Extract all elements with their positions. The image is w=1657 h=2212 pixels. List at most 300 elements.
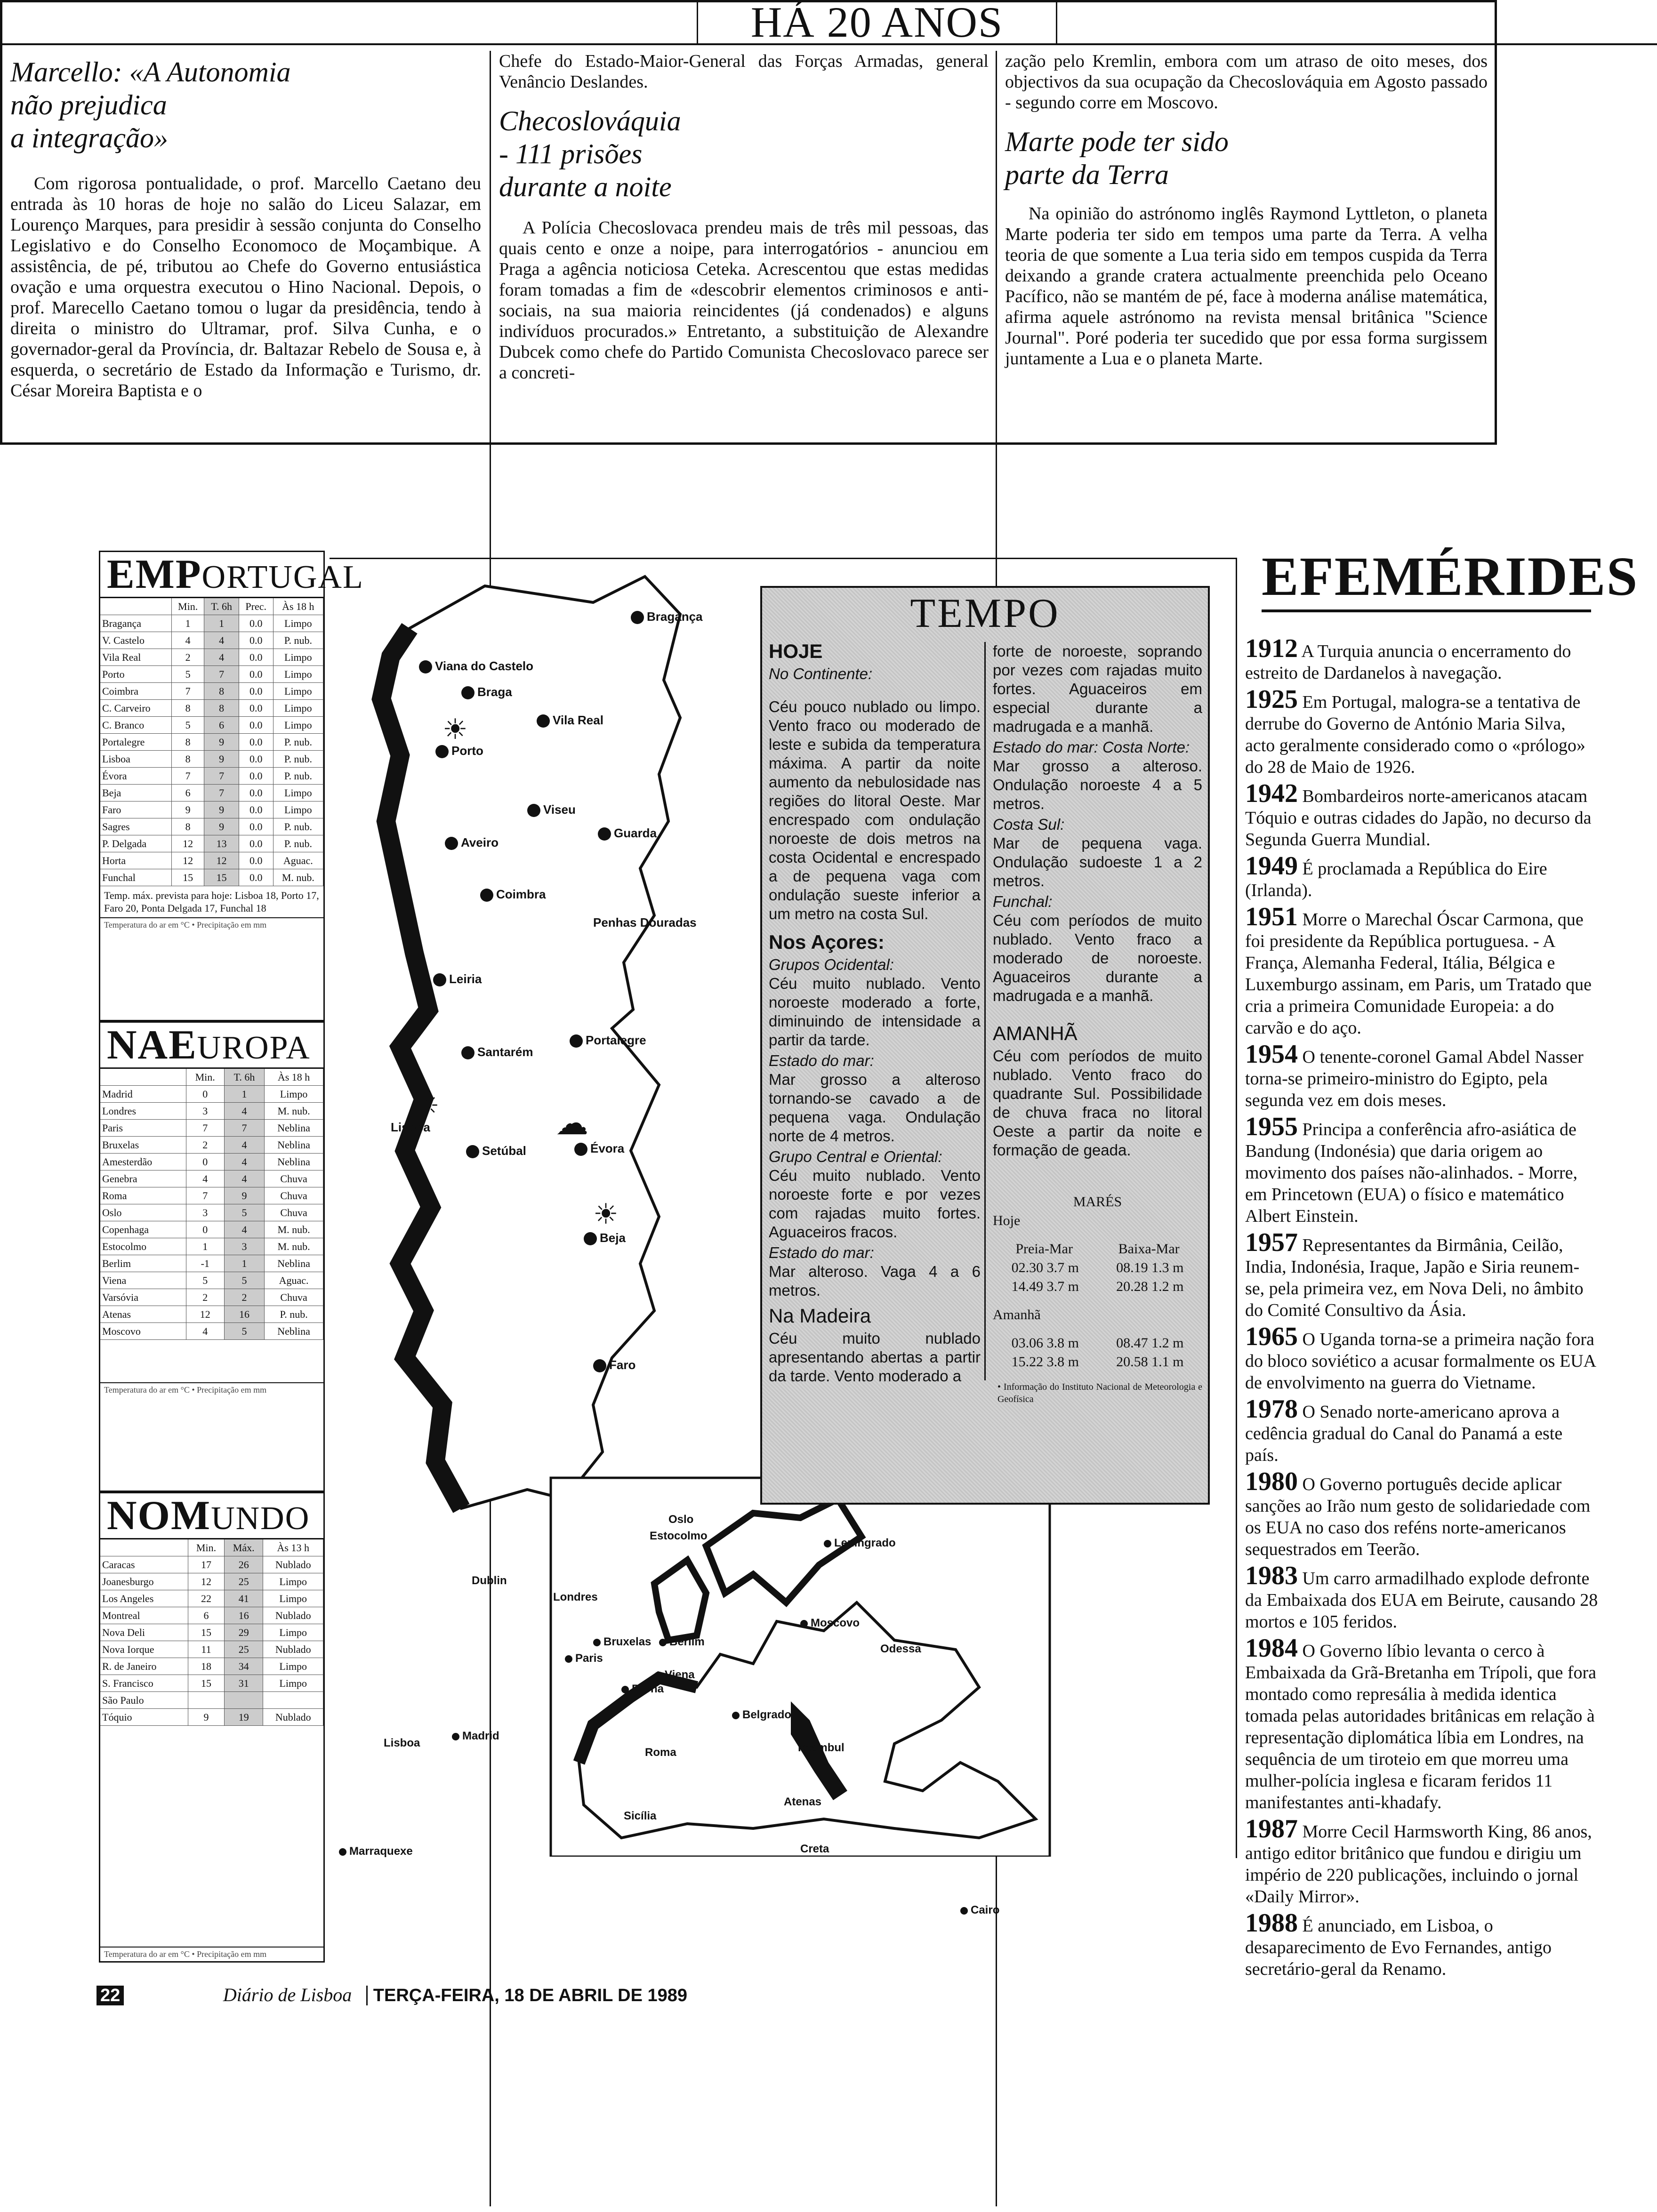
costa-norte-label: Estado do mar: Costa Norte: <box>993 738 1190 756</box>
table-row <box>100 615 323 632</box>
efemeride-text: Principa a conferência afro-asiática de Bandung (Indonésia) que daria origem ao movimento dos países não-alinhados. - Morre, em Princetown (EUA) o físico e matemático Albert Einstein. <box>1245 1120 1578 1226</box>
newspaper-name: Diário de Lisboa <box>223 1984 352 2005</box>
city-name: Funchal <box>100 869 171 886</box>
table-cell: 4 <box>224 1170 264 1187</box>
table-cell: 16 <box>224 1306 264 1323</box>
table-cell: P. nub. <box>265 1306 323 1323</box>
table-row <box>100 1590 323 1607</box>
forecast-note: Temp. máx. prevista para hoje: Lisboa 18, Porto 17, Faro 20, Ponta Delgada 17, Funchal 18 <box>104 890 319 914</box>
efemeride-item <box>1245 851 1598 901</box>
table-cell: Limpo <box>273 683 323 700</box>
table-cell: Limpo <box>273 717 323 734</box>
table-cell: 7 <box>186 1120 224 1137</box>
column-header <box>100 1539 188 1556</box>
table-cell: 2 <box>186 1289 224 1306</box>
table-cell: 3 <box>224 1238 264 1255</box>
city-dot <box>584 1232 597 1245</box>
mares-row: 03.06 3.8 m 08.47 1.2 m <box>1011 1335 1184 1351</box>
efemeride-text: É proclamada a República do Eire (Irlanda). <box>1245 859 1547 900</box>
table-cell: 13 <box>204 835 239 852</box>
city-dot <box>570 1034 583 1048</box>
table-row <box>100 1658 323 1675</box>
city-name: Copenhaga <box>100 1221 186 1238</box>
efemeride-year: 1987 <box>1245 1814 1298 1843</box>
column-header: Min. <box>188 1539 224 1556</box>
table-footer: Temperatura do ar em °C • Precipitação em mm <box>100 917 323 932</box>
table-row <box>100 785 323 801</box>
table-cell: 12 <box>171 835 204 852</box>
headline-line: Checoslováquia <box>499 105 681 136</box>
city-dot <box>480 889 493 902</box>
table-row <box>100 1607 323 1624</box>
city-name: Nova Deli <box>100 1624 188 1641</box>
acores-central-text: Céu muito nublado. Vento noroeste forte e por vezes com rajadas muito fortes. Aguaceiros fracos. <box>769 1167 981 1241</box>
title-initials: NAE <box>107 1022 197 1068</box>
table-cell: 9 <box>224 1187 264 1204</box>
table-row <box>100 869 323 886</box>
table-row <box>100 1573 323 1590</box>
efemeride-year: 1912 <box>1245 634 1298 663</box>
madeira-cont: forte de noroeste, soprando por vezes com rajadas muito fortes. Aguaceiros em especial durante a madrugada e a manhã. <box>993 642 1202 735</box>
city-dot <box>631 611 644 624</box>
table-cell: 6 <box>204 717 239 734</box>
table-cell: 11 <box>188 1641 224 1658</box>
city-name: Sagres <box>100 818 171 835</box>
table-cell: 0.0 <box>239 852 273 869</box>
article-continuation: Chefe do Estado-Maior-General das Forças Armadas, general Venâncio Deslandes. <box>499 51 989 92</box>
table-cell: Chuva <box>265 1187 323 1204</box>
table-cell: 4 <box>186 1323 224 1340</box>
city-name: Coimbra <box>100 683 171 700</box>
efemeride-year: 1957 <box>1245 1228 1298 1257</box>
table-row <box>100 835 323 852</box>
efemeride-text: Morre o Marechal Óscar Carmona, que foi presidente da República portuguesa. - A França, Alemanha Federal, Itália, Bélgica e Luxemburgo assinam, em Paris, um Tratado que cria a primeira Comunidade Europeia: a do carvão e do aço. <box>1245 910 1592 1038</box>
table-row <box>100 1709 323 1726</box>
issue-date: TERÇA-FEIRA, 18 DE ABRIL DE 1989 <box>366 1986 687 2005</box>
map-city: Odessa <box>880 1643 921 1655</box>
map-city: Oslo <box>668 1513 694 1526</box>
title-initials: NOM <box>107 1493 211 1539</box>
table-cell: 0.0 <box>239 615 273 632</box>
city-name: Amesterdão <box>100 1154 186 1170</box>
acores-mar-text: Mar grosso a alteroso tornando-se cavado a de pequena vaga. Ondulação norte de 4 metros. <box>769 1071 981 1145</box>
table-cell: 18 <box>188 1658 224 1675</box>
map-city: Viana do Castelo <box>419 659 533 673</box>
table-cell: Chuva <box>265 1289 323 1306</box>
table-footer: Temperatura do ar em °C • Precipitação em mm <box>100 1382 323 1397</box>
acores-heading: Nos Açores: <box>769 931 885 953</box>
table-cell: 5 <box>171 717 204 734</box>
map-city: Leiria <box>433 972 482 986</box>
table-row <box>100 717 323 734</box>
efemerides-title: EFEMÉRIDES <box>1262 544 1591 612</box>
sun-icon: ☀ <box>414 1090 440 1122</box>
efemeride-item <box>1245 1395 1598 1466</box>
table-row <box>100 1272 323 1289</box>
city-dot <box>461 686 475 699</box>
headline-line: a integração» <box>10 122 168 153</box>
city-dot <box>461 1046 475 1059</box>
city-name: Faro <box>100 801 171 818</box>
acores-ocidental-label: Grupos Ocidental: <box>769 956 894 973</box>
table-cell: 5 <box>171 666 204 683</box>
efemeride-text: O Governo líbio levanta o cerco à Embaixada da Grã-Bretanha em Trípoli, que fora montado como represália à medida identica tomada pelas autoridades britânicas em relação à representação diplomática líbia em Londres, na sequência de um tiroteio em que morreu uma mulher-polícia inglesa e ficaram feridos 11 manifestantes anti-khadafy. <box>1245 1641 1597 1812</box>
table-cell: M. nub. <box>265 1103 323 1120</box>
efemeride-year: 1942 <box>1245 779 1298 808</box>
continente-text: Céu pouco nublado ou limpo. Vento fraco ou moderado de leste e subida da temperatura máxima. A partir da noite aumento da nebulosidade nas regiões do litoral Oeste. Mar encrespado com ondulação noroeste de dois metros na costa Ocidental e encrespado a de pequena vaga com ondulação sueste inferior a um metro na costa Sul. <box>769 698 981 922</box>
table-cell: 7 <box>204 785 239 801</box>
column-header: Às 18 h <box>265 1069 323 1086</box>
map-city: Santarém <box>461 1045 533 1059</box>
efemeride-text: É anunciado, em Lisboa, o desaparecimento de Evo Fernandes, antigo secretário-geral da Renamo. <box>1245 1916 1552 1979</box>
table-cell: 8 <box>171 734 204 751</box>
city-dot <box>598 827 611 841</box>
table-cell <box>188 1692 224 1709</box>
article-body: A Polícia Checoslovaca prendeu mais de três mil pessoas, das quais cento e onze a noipe, para interrogatórios - anunciou em Praga a agência noticiosa Ceteka. Acrescentou que estas medidas foram tomadas a fim de «descobrir elementos criminosos e anti-sociais, na sua maioria reincidentes (já condenados) e alguns indivíduos procurados.» Entretanto, a substituição de Alexandre Dubcek como chefe do Partido Comunista Checoslovaco parece ser a concreti- <box>499 218 989 383</box>
map-city: Madrid <box>452 1730 499 1743</box>
map-city: Bragança <box>631 609 703 624</box>
table-title <box>100 1493 323 1539</box>
map-city: Viena <box>654 1668 695 1682</box>
city-dot <box>960 1907 968 1915</box>
table-cell: Limpo <box>273 700 323 717</box>
table-row <box>100 734 323 751</box>
table-cell: 0.0 <box>239 818 273 835</box>
table-cell: M. nub. <box>265 1238 323 1255</box>
map-city: Guarda <box>598 826 657 841</box>
column-header: Prec. <box>239 598 273 615</box>
map-city: Berna <box>621 1683 664 1696</box>
efemeride-text: Representantes da Birmânia, Ceilão, India, Indonésia, Iraque, Japão e Siria reunem-se, pela primeira vez, em Nova Deli, no âmbito do Comité Consultivo da Ásia. <box>1245 1235 1584 1320</box>
efemeride-item <box>1245 1561 1598 1633</box>
table-cell: Nublado <box>263 1641 323 1658</box>
table-cell: 4 <box>224 1221 264 1238</box>
table-cell <box>263 1692 323 1709</box>
table-cell: 31 <box>224 1675 263 1692</box>
table-cell: 5 <box>224 1272 264 1289</box>
city-dot <box>433 973 446 986</box>
efemeride-text: O tenente-coronel Gamal Abdel Nasser torna-se primeiro-ministro do Egipto, pela segunda vez em dois meses. <box>1245 1047 1584 1110</box>
city-name: Los Angeles <box>100 1590 188 1607</box>
table-row <box>100 1641 323 1658</box>
table-cell: 17 <box>188 1556 224 1573</box>
city-name: Varsóvia <box>100 1289 186 1306</box>
table-row <box>100 1255 323 1272</box>
table-cell: 8 <box>171 818 204 835</box>
column-header: Min. <box>171 598 204 615</box>
mares-row: 15.22 3.8 m 20.58 1.1 m <box>1011 1354 1184 1370</box>
map-city: Setúbal <box>466 1144 526 1158</box>
city-dot <box>565 1655 572 1663</box>
map-city: Istambul <box>798 1741 845 1754</box>
efemeride-item <box>1245 1634 1598 1813</box>
city-name: Bragança <box>100 615 171 632</box>
city-dot <box>537 714 550 728</box>
table-cell: 8 <box>171 751 204 768</box>
city-name: C. Branco <box>100 717 171 734</box>
efemeride-item <box>1245 1040 1598 1111</box>
city-dot <box>593 1359 606 1372</box>
city-dot <box>574 1143 587 1156</box>
efemeride-year: 1984 <box>1245 1634 1298 1663</box>
city-dot <box>339 1848 346 1856</box>
table-cell: 34 <box>224 1658 263 1675</box>
article-body: Com rigorosa pontualidade, o prof. Marcello Caetano deu entrada às 10 horas de hoje no salão do Liceu Salazar, em Lourenço Marques, para presidir à sessão conjunta do Conselho Legislativo e do Conselho Economoco de Moçambique. A assistência, de pé, tributou ao Chefe do Governo entusiástica ovação e uma orquestra executou o Hino Nacional. Depois, o prof. Marecello Caetano tomou o lugar da presidência, tendo à direita o ministro do Ultramar, prof. Silva Cunha, e o governador-geral da Província, dr. Baltazar Rebelo de Sousa e, à esquerda, o secretário de Estado da Informação e Turismo, dr. César Moreira Baptista e o <box>10 174 481 401</box>
table-row <box>100 852 323 869</box>
city-name: Genebra <box>100 1170 186 1187</box>
table-cell: Neblina <box>265 1154 323 1170</box>
table-row <box>100 632 323 649</box>
article-marte <box>1005 51 1488 369</box>
table-cell: 0 <box>186 1086 224 1103</box>
city-dot <box>659 1639 667 1646</box>
column-header: Min. <box>186 1069 224 1086</box>
table-row <box>100 818 323 835</box>
table-cell: Neblina <box>265 1255 323 1272</box>
efemeride-item <box>1245 779 1598 850</box>
table-cell: 7 <box>186 1187 224 1204</box>
costa-sul-label: Costa Sul: <box>993 816 1065 833</box>
table-cell: 7 <box>204 768 239 785</box>
column-header: Às 18 h <box>273 598 323 615</box>
column-header <box>100 598 171 615</box>
table-cell: 4 <box>186 1170 224 1187</box>
city-dot <box>654 1672 662 1679</box>
map-city: Porto <box>435 744 483 758</box>
efemeride-year: 1965 <box>1245 1322 1298 1351</box>
city-dot <box>445 837 458 850</box>
efemeride-year: 1980 <box>1245 1467 1298 1496</box>
map-city: Roma <box>645 1746 676 1759</box>
table-cell: 8 <box>171 700 204 717</box>
city-name: Portalegre <box>100 734 171 751</box>
city-name: R. de Janeiro <box>100 1658 188 1675</box>
table-row <box>100 649 323 666</box>
city-name: Oslo <box>100 1204 186 1221</box>
table-cell: 15 <box>188 1624 224 1641</box>
map-city: Paris <box>565 1652 603 1665</box>
table-cell: 15 <box>204 869 239 886</box>
table-cell: Limpo <box>273 666 323 683</box>
city-name: Beja <box>100 785 171 801</box>
city-name: Berlim <box>100 1255 186 1272</box>
table-cell: 25 <box>224 1641 263 1658</box>
table-cell: Nublado <box>263 1556 323 1573</box>
table-cell: 2 <box>224 1289 264 1306</box>
table-cell: P. nub. <box>273 835 323 852</box>
mares-hoje: Hoje <box>993 1213 1021 1228</box>
map-city: Lisboa <box>391 1120 430 1134</box>
efemeride-text: Morre Cecil Harmsworth King, 86 anos, antigo editor britânico que fundou e dirigiu um império de 220 publicações, incluindo o jornal «Daily Mirror». <box>1245 1822 1592 1907</box>
tempo-box <box>760 586 1210 1505</box>
table-cell: Neblina <box>265 1120 323 1137</box>
efemeride-text: O Uganda torna-se a primeira nação fora do bloco soviético a acusar formalmente os EUA de envolvimento na guerra do Vietname. <box>1245 1330 1595 1393</box>
table-cell: -1 <box>186 1255 224 1272</box>
title-initials: EMP <box>107 552 202 597</box>
city-name: Paris <box>100 1120 186 1137</box>
map-city: Estocolmo <box>650 1530 708 1542</box>
table-cell: 0 <box>186 1221 224 1238</box>
table-row <box>100 1323 323 1340</box>
city-name: Moscovo <box>100 1323 186 1340</box>
table-cell: P. nub. <box>273 768 323 785</box>
map-city: Moscovo <box>800 1617 860 1630</box>
headline-checoslovaquia <box>499 104 989 203</box>
city-name: C. Carveiro <box>100 700 171 717</box>
table-cell: 0.0 <box>239 734 273 751</box>
table-cell: 0 <box>186 1154 224 1170</box>
table-europa <box>99 1021 325 1492</box>
table-cell: 9 <box>204 801 239 818</box>
table-cell: 4 <box>224 1103 264 1120</box>
city-dot <box>419 660 432 673</box>
article-continuation: zação pelo Kremlin, embora com um atraso de oito meses, dos objectivos da sua ocupação da Checoslováquia em Agosto passado - segundo corre em Moscovo. <box>1005 51 1488 112</box>
mares-table <box>993 1193 1202 1405</box>
acores-mar2-text: Mar alteroso. Vaga 4 a 6 metros. <box>769 1263 981 1299</box>
headline-line: Marcello: «A Autonomia <box>10 56 291 88</box>
table-cell: Limpo <box>273 615 323 632</box>
table-cell: Limpo <box>263 1590 323 1607</box>
map-city: Belgrado <box>732 1708 791 1722</box>
table-cell: 0.0 <box>239 835 273 852</box>
efemeride-item <box>1245 685 1598 778</box>
table-cell: 5 <box>224 1323 264 1340</box>
table-title <box>100 552 364 598</box>
table-cell: Neblina <box>265 1323 323 1340</box>
map-city: Bruxelas <box>593 1635 651 1649</box>
headline-line: durante a noite <box>499 171 672 202</box>
title-rest: UNDO <box>211 1500 310 1537</box>
table-cell: 12 <box>171 852 204 869</box>
table-cell: 15 <box>171 869 204 886</box>
costa-norte-text: Mar grosso a alteroso. Ondulação noroeste 4 a 5 metros. <box>993 757 1202 812</box>
table-row <box>100 1238 323 1255</box>
map-city: Dublin <box>472 1574 507 1587</box>
table-cell: 15 <box>188 1675 224 1692</box>
efemeride-text: Bombardeiros norte-americanos atacam Tóquio e outras cidades do Japão, no decurso da Segunda Guerra Mundial. <box>1245 786 1592 850</box>
table-cell: Limpo <box>263 1624 323 1641</box>
table-mundo <box>99 1492 325 1963</box>
cloud-icon: ☁ <box>555 1106 588 1142</box>
acores-central-label: Grupo Central e Oriental: <box>769 1148 942 1165</box>
map-city: Sicília <box>624 1810 657 1822</box>
table-cell: P. nub. <box>273 632 323 649</box>
article-autonomia <box>10 51 481 401</box>
table-cell: 0.0 <box>239 666 273 683</box>
efemeride-text: O Senado norte-americano aprova a cedência gradual do Canal do Panamá a este país. <box>1245 1402 1563 1465</box>
table-cell: 9 <box>188 1709 224 1726</box>
acores-mar2-label: Estado do mar: <box>769 1244 874 1261</box>
table-cell: 6 <box>171 785 204 801</box>
table-cell: 12 <box>186 1306 224 1323</box>
city-name: Roma <box>100 1187 186 1204</box>
headline-line: parte da Terra <box>1005 159 1169 190</box>
article-checoslovaquia <box>499 51 989 383</box>
map-city: Creta <box>800 1843 829 1855</box>
map-city: Lisboa <box>384 1737 420 1749</box>
city-dot <box>527 804 540 817</box>
efemeride-year: 1978 <box>1245 1395 1298 1424</box>
table-cell: 9 <box>204 751 239 768</box>
efemerides-list <box>1245 634 1598 1985</box>
table-cell: M. nub. <box>265 1221 323 1238</box>
table-cell: 9 <box>204 734 239 751</box>
table-cell <box>224 1692 263 1709</box>
continente-label: No Continente: <box>769 665 873 682</box>
table-row <box>100 1187 323 1204</box>
sun-icon: ☀ <box>442 714 468 745</box>
map-city: Beja <box>584 1231 626 1245</box>
efemeride-year: 1954 <box>1245 1040 1298 1069</box>
efemeride-year: 1949 <box>1245 851 1298 881</box>
city-name: São Paulo <box>100 1692 188 1709</box>
city-dot <box>824 1540 831 1547</box>
efemeride-text: A Turquia anuncia o encerramento do estreito de Dardanelos à navegação. <box>1245 641 1571 683</box>
acores-mar-label: Estado do mar: <box>769 1052 874 1069</box>
table-cell: 0.0 <box>239 801 273 818</box>
page-footer <box>97 1984 708 2010</box>
city-name: Nova Iorque <box>100 1641 188 1658</box>
tempo-col-right <box>993 642 1202 1405</box>
efemeride-item <box>1245 902 1598 1039</box>
table-cell: Limpo <box>263 1658 323 1675</box>
table-cell: 3 <box>186 1204 224 1221</box>
article-body: Na opinião do astrónomo inglês Raymond Lyttleton, o planeta Marte poderia ter sido em tempos uma parte da Terra. A velha teoria de que somente a Lua teria sido em tempos cuspida da Terra deixando a grande cratera actualmente preenchida pelo Oceano Pacífico, não se mantém de pé, face à moderna análise matemática, afirma aquele astrónomo na revista mensal britânica "Science Journal". Poré poderia ter sucedido que por essa forma surgissem juntamente a Lua e o planeta Marte. <box>1005 204 1488 369</box>
mares-title: MARÉS <box>1073 1194 1122 1210</box>
table-cell: 6 <box>188 1607 224 1624</box>
costa-sul-text: Mar de pequena vaga. Ondulação sudoeste 1 a 2 metros. <box>993 834 1202 890</box>
table-cell: Limpo <box>265 1086 323 1103</box>
table-row <box>100 1289 323 1306</box>
map-city: Braga <box>461 685 512 699</box>
city-dot <box>435 745 449 758</box>
map-city: Vila Real <box>537 713 603 728</box>
city-name: Estocolmo <box>100 1238 186 1255</box>
table-cell: 12 <box>204 852 239 869</box>
table-row <box>100 683 323 700</box>
table-cell: Chuva <box>265 1204 323 1221</box>
title-rule <box>0 43 1657 45</box>
map-city: Marraquexe <box>339 1845 413 1858</box>
table-row <box>100 1221 323 1238</box>
table-cell: 7 <box>224 1120 264 1137</box>
efemeride-item <box>1245 1322 1598 1394</box>
table-cell: 1 <box>224 1255 264 1272</box>
amanha-heading: AMANHÃ <box>993 1022 1078 1044</box>
table-cell: 9 <box>204 818 239 835</box>
weather-table <box>100 1069 323 1340</box>
map-city: Viseu <box>527 802 576 817</box>
table-cell: 7 <box>171 768 204 785</box>
city-dot <box>800 1620 808 1627</box>
map-city: Évora <box>574 1141 624 1156</box>
mares-note: • Informação do Instituto Nacional de Meteorologia e Geofísica <box>997 1382 1202 1404</box>
city-dot <box>732 1712 740 1719</box>
city-name: Tóquio <box>100 1709 188 1726</box>
table-cell: 26 <box>224 1556 263 1573</box>
table-cell: Chuva <box>265 1170 323 1187</box>
city-dot <box>452 1733 459 1740</box>
table-cell: 0.0 <box>239 632 273 649</box>
table-cell: 7 <box>171 683 204 700</box>
table-row <box>100 1170 323 1187</box>
city-name: Horta <box>100 852 171 869</box>
table-cell: 2 <box>171 649 204 666</box>
table-cell: 12 <box>188 1573 224 1590</box>
table-cell: Limpo <box>263 1573 323 1590</box>
table-cell: P. nub. <box>273 751 323 768</box>
madeira-text: Céu muito nublado apresentando abertas a partir da tarde. Vento moderado a <box>769 1330 981 1385</box>
